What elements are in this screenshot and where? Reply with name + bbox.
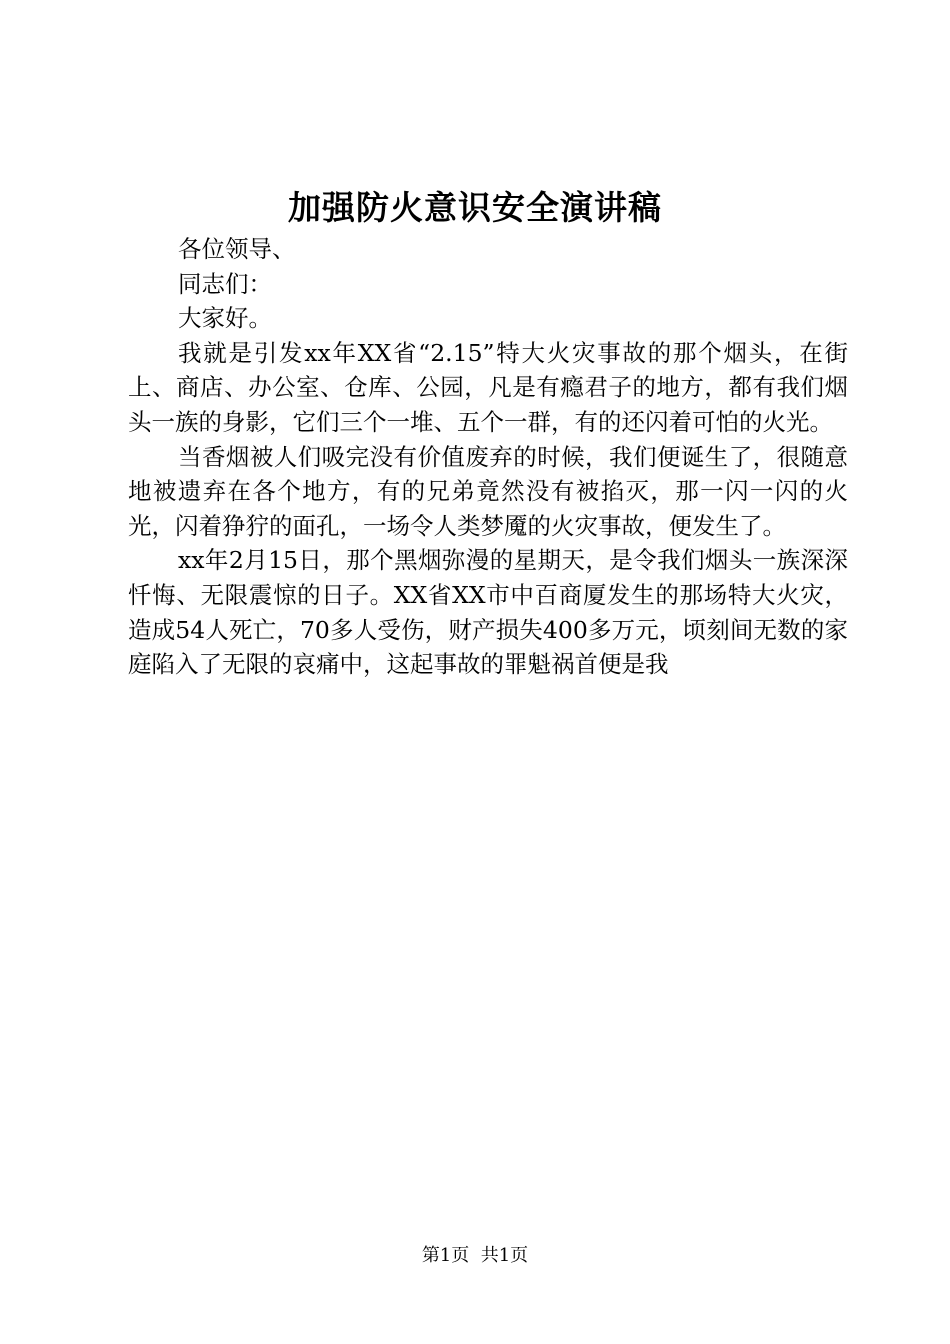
salutation-leaders: 各位领导、 <box>178 235 296 263</box>
page-number-footer: 第1页 共1页 <box>421 1245 529 1266</box>
document-title: 加强防火意识安全演讲稿 <box>288 188 662 227</box>
paragraph-1: 我就是引发xx年XX省“2.15”特大火灾事故的那个烟头，在街上、商店、办公室、仓库、公园，凡是有瘾君子的地方，都有我们烟头一族的身影，它们三个一堆、五个一群，有的还闪着可怕的火光。 <box>128 338 848 436</box>
paragraph-3: xx年2月15日，那个黑烟弥漫的星期天，是令我们烟头一族深深忏悔、无限震惊的日子。XX省XX市中百商厦发生的那场特大火灾，造成54人死亡，70多人受伤，财产损失400多万元，顷刻间无数的家庭陷入了无限的哀痛中，这起事故的罪魁祸首便是我 <box>128 546 848 679</box>
document-body <box>128 232 848 682</box>
salutation-comrades: 同志们： <box>178 269 272 298</box>
greeting: 大家好。 <box>178 304 272 333</box>
paragraph-2: 当香烟被人们吸完没有价值废弃的时候，我们便诞生了，很随意地被遗弃在各个地方，有的兄弟竟然没有被掐灭，那一闪一闪的火光，闪着狰狞的面孔，一场令人类梦魇的火灾事故，便发生了。 <box>128 442 848 540</box>
